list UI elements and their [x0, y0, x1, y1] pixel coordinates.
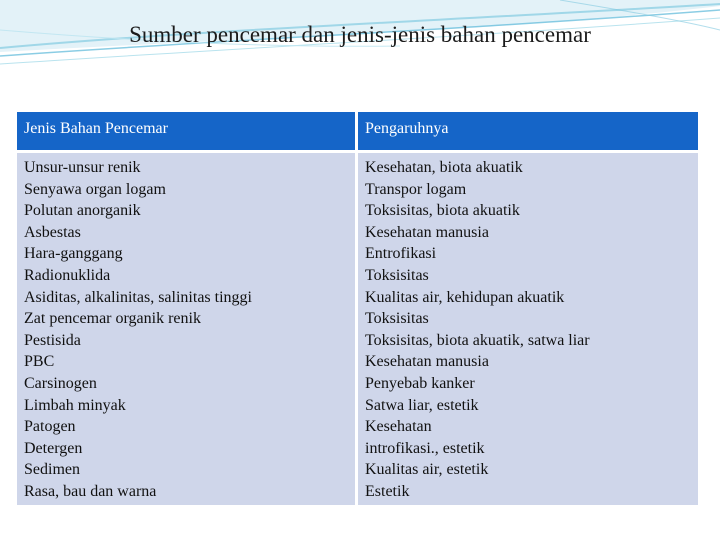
column-pengaruh: [357, 152, 699, 506]
cell-pengaruh: Kesehatan: [365, 418, 432, 436]
cell-pengaruh: Toksisitas: [365, 266, 429, 284]
cell-jenis: Carsinogen: [24, 374, 97, 392]
header-jenis: [17, 112, 357, 152]
cell-pengaruh: Entrofikasi: [365, 245, 437, 263]
cell-pengaruh: Satwa liar, estetik: [365, 396, 479, 414]
cell-pengaruh: Kesehatan, biota akuatik: [365, 159, 523, 176]
cell-jenis: Zat pencemar organik renik: [24, 310, 201, 328]
cell-jenis: Hara-ganggang: [24, 245, 123, 263]
cell-pengaruh: introfikasi., estetik: [365, 439, 485, 457]
cell-pengaruh: Estetik: [365, 482, 410, 500]
cell-jenis: Unsur-unsur renik: [24, 159, 141, 176]
header-label: Jenis Bahan Pencemar: [24, 120, 168, 137]
cell-pengaruh: Kesehatan manusia: [365, 223, 489, 241]
cell-jenis: Asbestas: [24, 223, 81, 241]
cell-jenis: Sedimen: [24, 461, 80, 479]
header-label: Pengaruhnya: [365, 120, 449, 137]
cell-jenis: Detergen: [24, 439, 83, 457]
cell-jenis: Rasa, bau dan warna: [24, 482, 157, 500]
header-pengaruh: [357, 112, 699, 152]
cell-jenis: PBC: [24, 353, 55, 371]
cell-pengaruh: Kualitas air, kehidupan akuatik: [365, 288, 565, 306]
cell-pengaruh: Transpor logam: [365, 180, 467, 198]
cell-jenis: Radionuklida: [24, 266, 111, 284]
table-header-row: [17, 112, 698, 152]
cell-pengaruh: Toksisitas: [365, 310, 429, 328]
cell-jenis: Pestisida: [24, 331, 81, 349]
cell-jenis: Senyawa organ logam: [24, 180, 166, 198]
table-row: [17, 152, 698, 506]
cell-jenis: Asiditas, alkalinitas, salinitas tinggi: [24, 288, 252, 306]
column-jenis: [17, 152, 357, 506]
pollutant-table: [17, 112, 698, 505]
cell-jenis: Patogen: [24, 418, 76, 436]
cell-pengaruh: Kualitas air, estetik: [365, 461, 489, 479]
cell-pengaruh: Toksisitas, biota akuatik, satwa liar: [365, 331, 590, 349]
cell-jenis: Limbah minyak: [24, 396, 126, 414]
cell-pengaruh: Penyebab kanker: [365, 374, 475, 392]
cell-pengaruh: Toksisitas, biota akuatik: [365, 202, 520, 220]
pengaruh-list: [358, 153, 698, 503]
cell-jenis: Polutan anorganik: [24, 202, 141, 220]
cell-pengaruh: Kesehatan manusia: [365, 353, 489, 371]
jenis-list: [17, 153, 355, 503]
slide-title: Sumber pencemar dan jenis-jenis bahan pencemar: [129, 22, 591, 47]
